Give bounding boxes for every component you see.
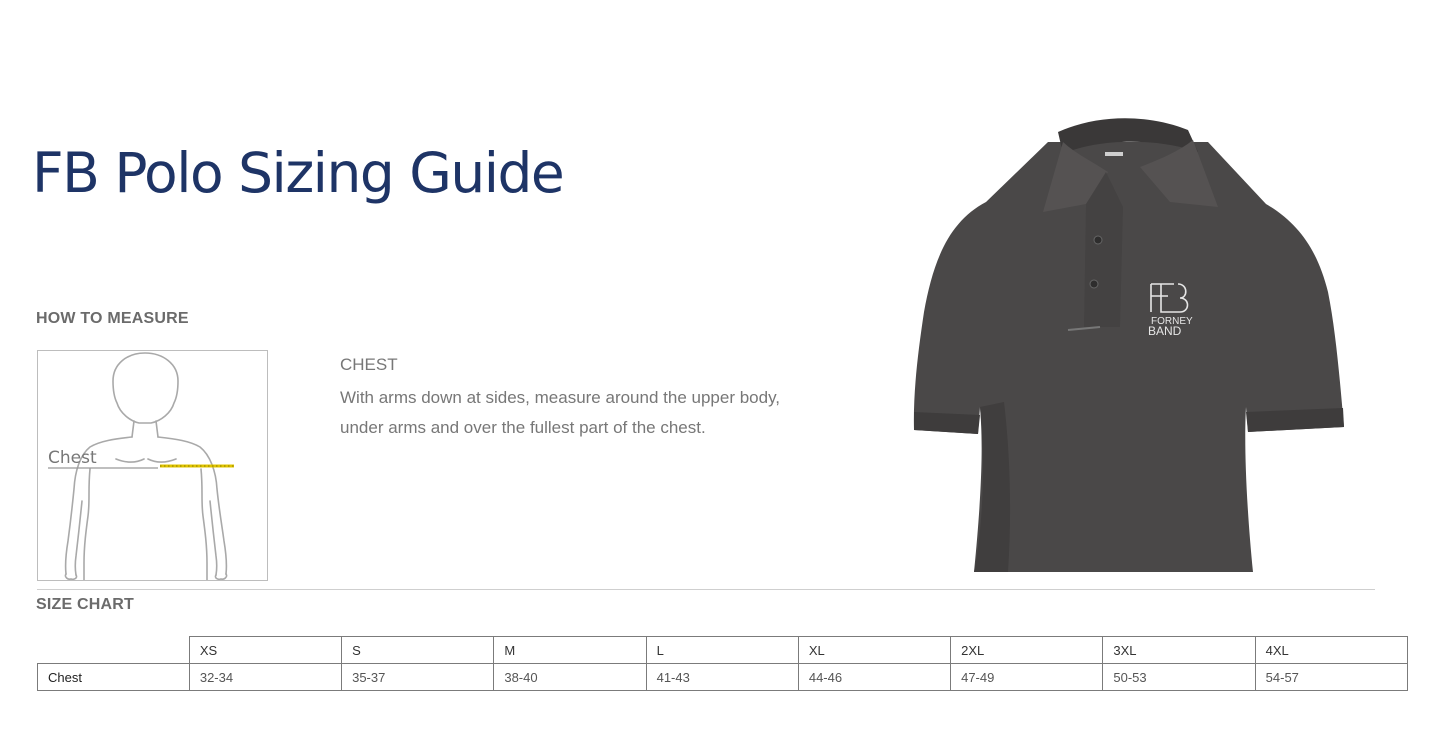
table-row — [38, 664, 1408, 691]
how-to-measure-label: HOW TO MEASURE — [36, 310, 189, 327]
size-col-header: 4XL — [1255, 637, 1407, 664]
size-header-row — [38, 637, 1408, 664]
table-cell: 44-46 — [798, 664, 950, 691]
size-chart-table — [37, 636, 1408, 691]
size-col-header: XL — [798, 637, 950, 664]
size-col-header: M — [494, 637, 646, 664]
table-cell: 32-34 — [189, 664, 341, 691]
table-cell: 41-43 — [646, 664, 798, 691]
measure-heading: CHEST — [340, 355, 398, 374]
logo-line1: FORNEY — [1151, 316, 1193, 327]
size-chart-label: SIZE CHART — [36, 596, 134, 613]
table-cell: 47-49 — [951, 664, 1103, 691]
size-col-header: L — [646, 637, 798, 664]
chest-figure-label: Chest — [48, 448, 97, 468]
polo-shirt-image — [908, 112, 1353, 582]
size-col-header: 3XL — [1103, 637, 1255, 664]
size-col-header: S — [342, 637, 494, 664]
table-cell: 35-37 — [342, 664, 494, 691]
measure-instructions — [340, 355, 800, 443]
table-cell: 54-57 — [1255, 664, 1407, 691]
page-title: FB Polo Sizing Guide — [32, 141, 564, 205]
body-outline-icon — [38, 351, 267, 580]
logo-line2: BAND — [1148, 324, 1182, 338]
size-col-header: XS — [189, 637, 341, 664]
row-label: Chest — [38, 664, 190, 691]
measure-figure — [37, 350, 268, 581]
size-col-header: 2XL — [951, 637, 1103, 664]
measure-description: With arms down at sides, measure around the upper body, under arms and over the fullest part of the chest. — [340, 388, 781, 437]
table-corner — [38, 637, 190, 664]
table-cell: 38-40 — [494, 664, 646, 691]
table-cell: 50-53 — [1103, 664, 1255, 691]
section-divider — [37, 589, 1375, 590]
